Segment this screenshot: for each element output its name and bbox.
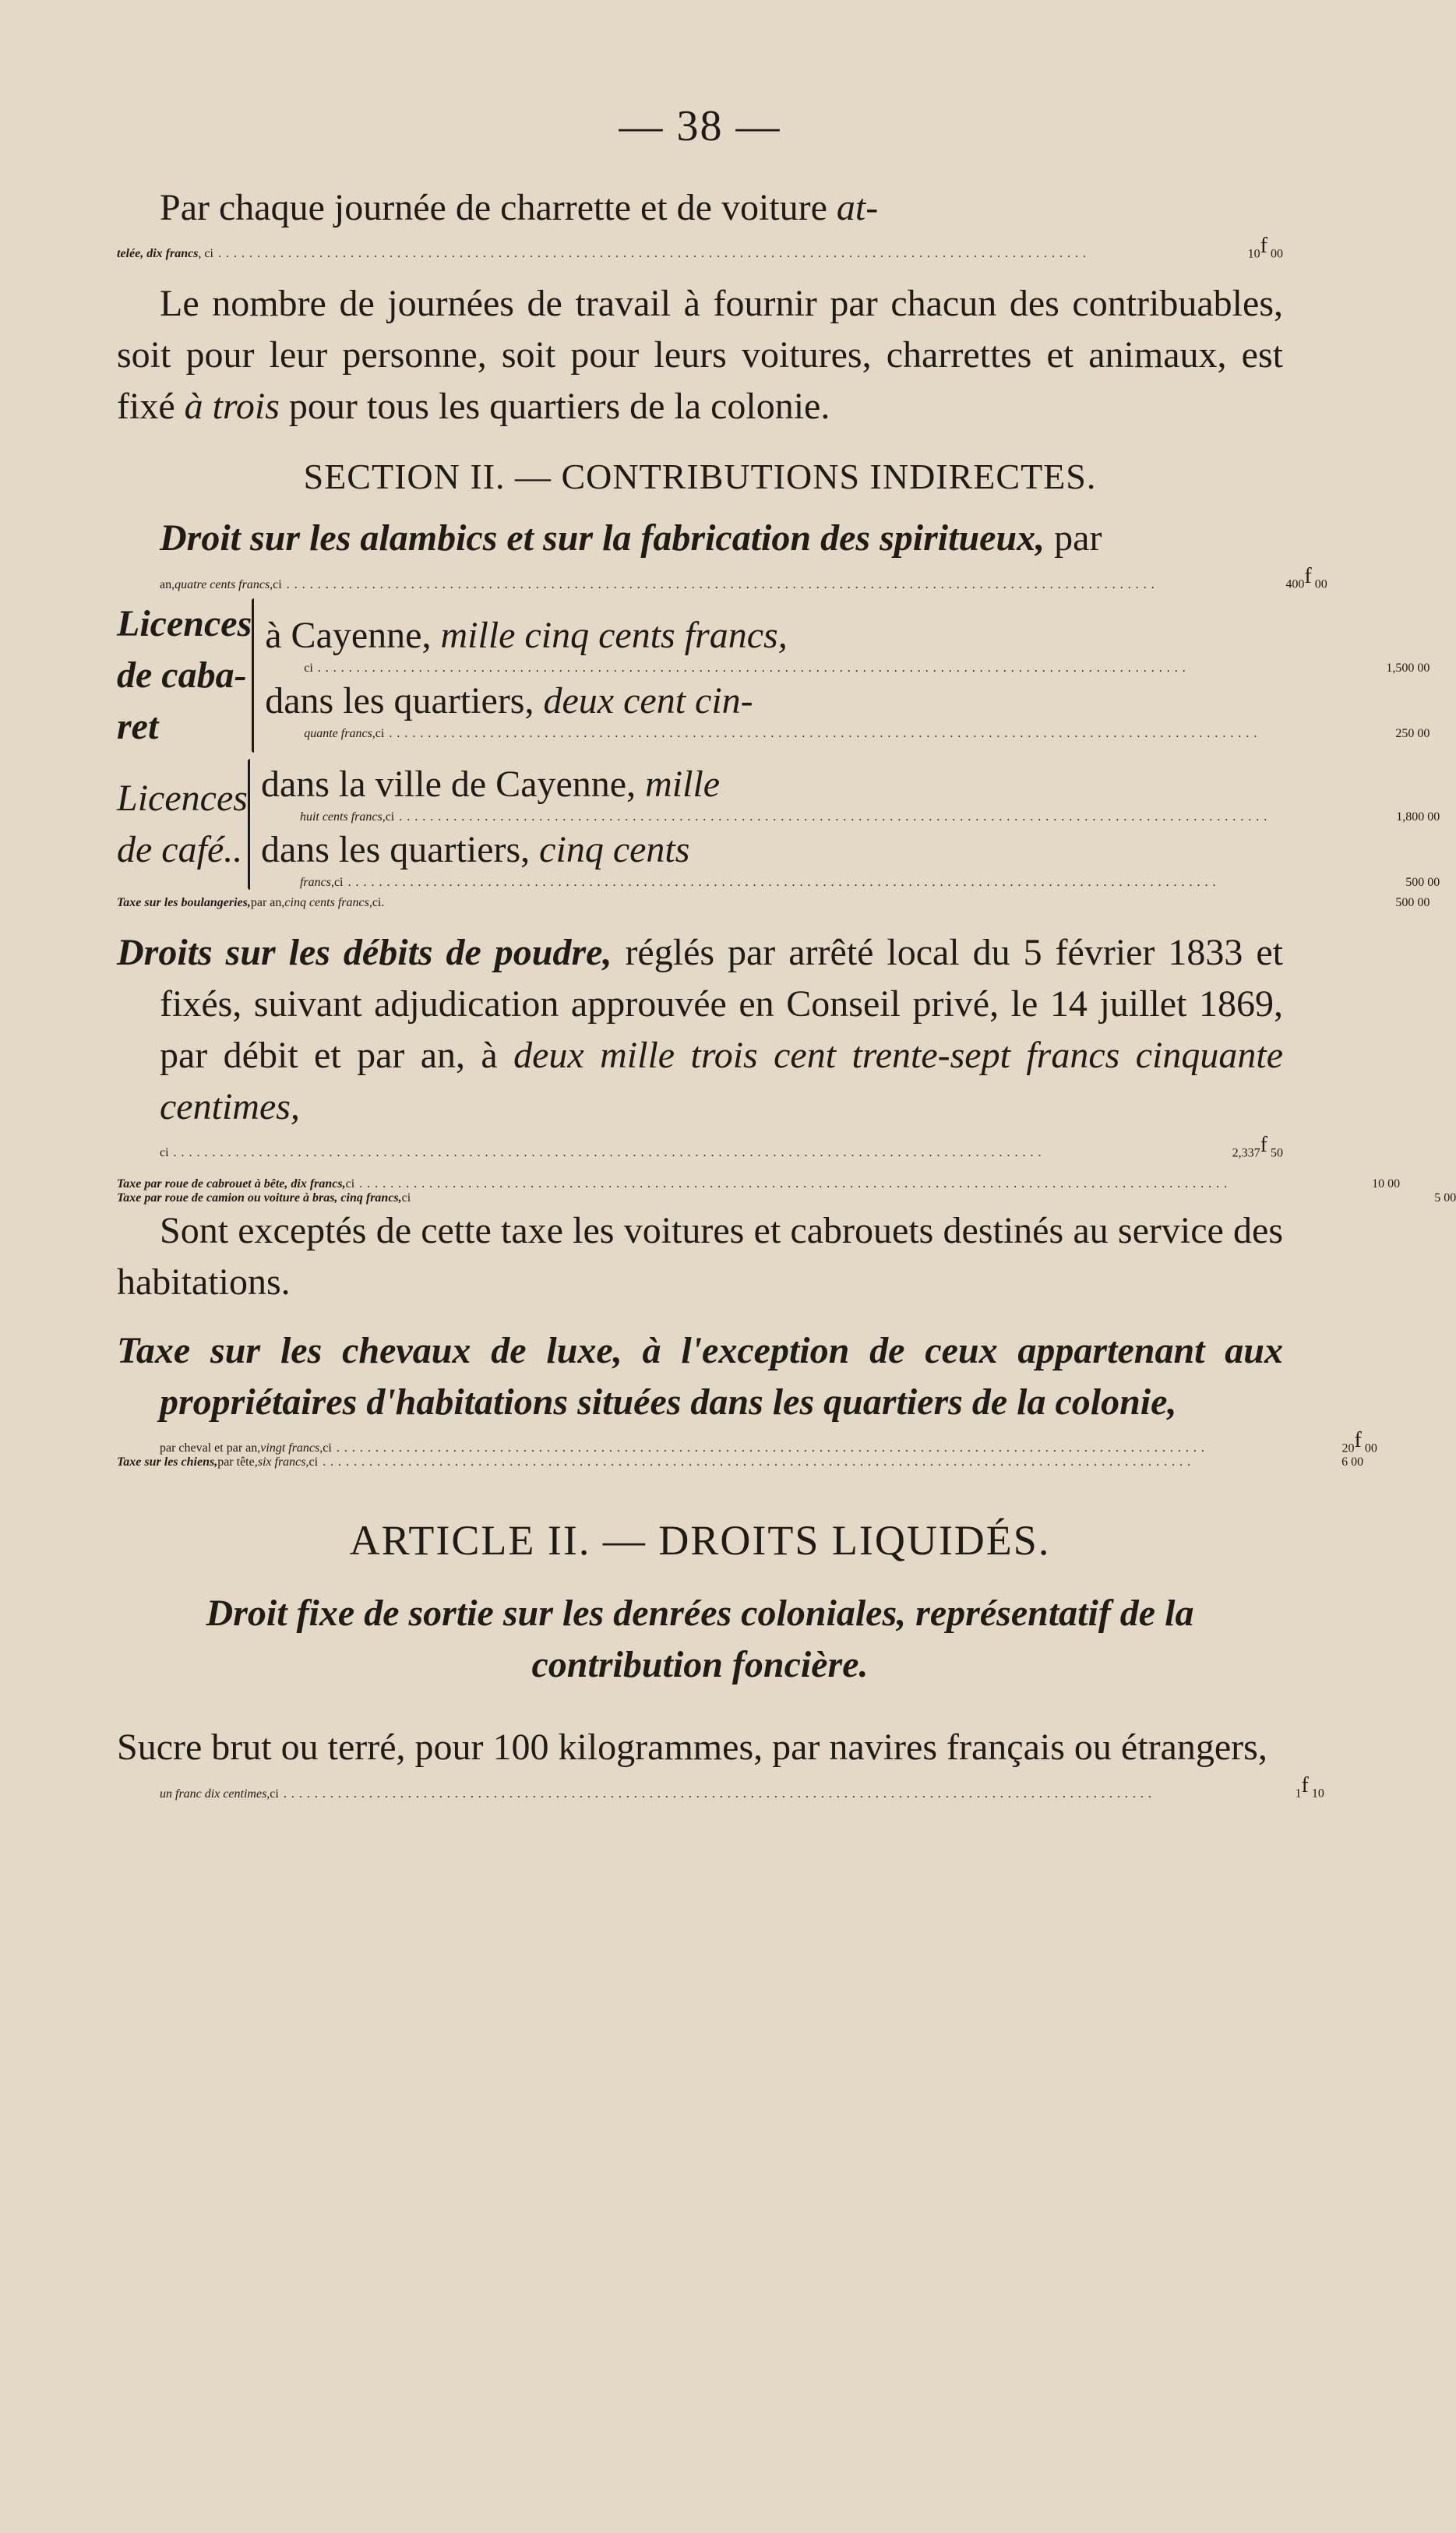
line: huit cents francs, ci ..... 1,800 00 <box>261 810 1440 824</box>
amount: 500 00 <box>1395 895 1430 909</box>
line: quante francs, ci ..... 250 00 <box>265 727 1430 741</box>
amount: 400$^f$ 00 <box>1285 564 1327 591</box>
section-heading: SECTION II. — CONTRIBUTIONS INDIRECTES. <box>303 457 1097 497</box>
line: dans les quartiers, deux cent cin- <box>265 679 753 721</box>
amount: 500 00 <box>1405 875 1440 889</box>
line: dans la ville de Cayenne, mille <box>260 763 721 805</box>
amount: 20$^f$ 00 <box>1341 1427 1377 1455</box>
amount: 2,337$^f$ 50 <box>1232 1132 1283 1159</box>
amount: 10 00 <box>1372 1177 1401 1191</box>
brace <box>248 759 250 890</box>
page-number: — 38 — <box>619 102 781 150</box>
leader-dots <box>213 247 1119 261</box>
amount: 1,800 00 <box>1396 810 1440 824</box>
text: à trois <box>184 386 280 428</box>
paragraph-exceptions: Sont exceptés de cette taxe les voitures et cabrouets destinés au service des habitations. <box>117 1209 1283 1303</box>
paragraph-sucre: Sucre brut ou terré, pour 100 kilogrammes, par navires français ou étrangers, <box>117 1727 1267 1769</box>
text: pour tous les quartiers de la colonie. <box>279 386 830 428</box>
group-licences-cabaret <box>117 598 1430 753</box>
line-journee-total <box>117 234 1283 261</box>
amount: 5 00 <box>1434 1191 1456 1205</box>
text: Droit sur les alambics et sur la fabrication des spiritueux, <box>160 517 1045 559</box>
paragraph-droit-fixe: Droit fixe de sortie sur les denrées coloniales, représentatif de la contribution foncière. <box>206 1593 1194 1686</box>
group-licences-cafe <box>117 759 1440 890</box>
line: francs, ci ..... 500 00 <box>261 876 1440 890</box>
line: à Cayenne, mille cinq cents francs, <box>265 614 788 656</box>
paragraph-nombre-journees <box>117 278 1283 432</box>
text: Par chaque journée de charrette et de voiture <box>160 187 837 228</box>
line-poudre-total: ci ..... 2,337$^f$ 50 <box>117 1133 1283 1160</box>
line: dans les quartiers, cinq cents <box>260 828 690 870</box>
line-chiens: Taxe sur les chiens, par tête, six francs, ci ..... 6 00 <box>117 1455 1283 1469</box>
line-boulangeries: Taxe sur les boulangeries, par an, cinq cents francs, ci. 500 00 <box>117 895 1430 909</box>
line: ci ..... 1,500 00 <box>265 661 1430 676</box>
amount: 250 00 <box>1395 726 1430 740</box>
text: quatre cents francs, <box>175 577 273 591</box>
article-heading: ARTICLE II. — DROITS LIQUIDÉS. <box>349 1517 1051 1565</box>
leader-dots <box>282 578 1164 592</box>
text: par <box>1045 517 1102 559</box>
text: at- <box>836 187 879 228</box>
group-label: Licences de caba-ret <box>117 602 252 747</box>
amount: 1,500 00 <box>1386 661 1430 675</box>
paragraph-chevaux: Taxe sur les chevaux de luxe, à l'exception de ceux appartenant aux propriétaires d'habitations situées dans les quartiers de la colonie, <box>117 1329 1283 1423</box>
text: an, <box>160 577 175 591</box>
text: , ci <box>198 247 213 261</box>
group-label: Licences de café.. <box>117 777 248 870</box>
line-cabrouet: Taxe par roue de cabrouet à bête, dix francs, ci ..... 10 00 <box>117 1177 1283 1191</box>
line-alambics-total <box>117 564 1327 591</box>
line-camion: Taxe par roue de camion ou voiture à bras, cinq francs, ci 5 00 <box>117 1191 1456 1205</box>
line-chevaux-total: par cheval et par an, vingt francs, ci ..... 20$^f$ 00 <box>117 1428 1283 1455</box>
amount: 1$^f$ 10 <box>1295 1773 1324 1801</box>
paragraph-alambics <box>117 513 1283 564</box>
paragraph-journee <box>117 182 1283 234</box>
amount: 10$^f$ 00 <box>1247 234 1283 261</box>
line-sucre-total: un franc dix centimes, ci ..... 1$^f$ 10 <box>117 1773 1283 1801</box>
text: ci <box>273 577 282 591</box>
amount: 6 00 <box>1341 1455 1364 1469</box>
brace <box>252 598 254 753</box>
text: telée, dix francs <box>117 247 199 261</box>
text: Le nombre de journées de travail à fournir par chacun des contribuables, soit pour leur personne, soit pour leurs voitures, charrettes et animaux, est fixé <box>117 283 1283 428</box>
paragraph-poudre: Droits sur les débits de poudre, réglés par arrêté local du 5 février 1833 et fixés, suivant adjudication approuvée en Conseil privé, le 14 juillet 1869, par débit et par an, à deux mille trois cent trente-sept francs cinquante centimes, <box>117 931 1283 1127</box>
